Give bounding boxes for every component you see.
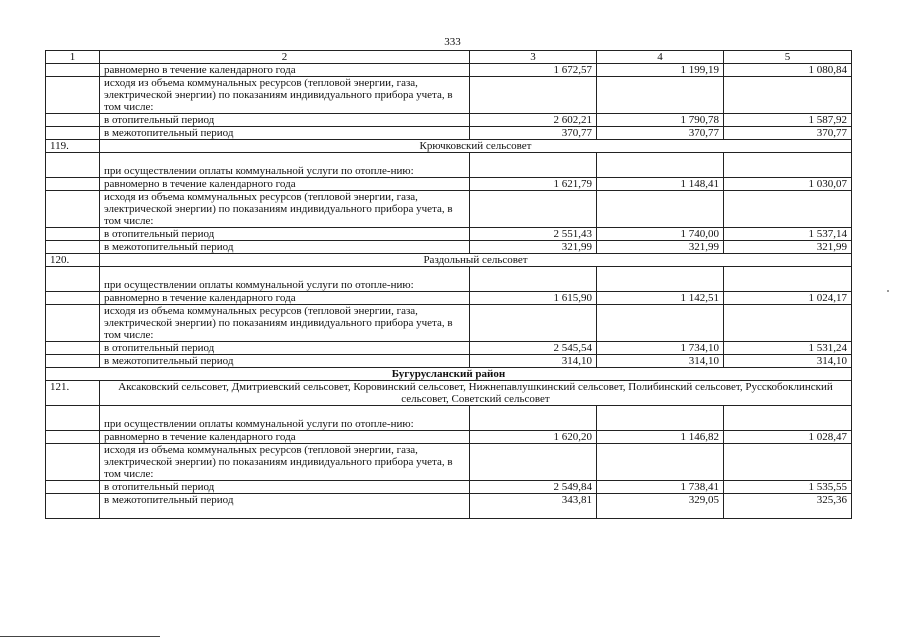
- table-row: [46, 241, 852, 254]
- table-row: [46, 267, 852, 292]
- group-row: [46, 254, 852, 267]
- tariff-table-body: [46, 51, 852, 519]
- value-col-3: 2 545,54: [470, 342, 597, 355]
- table-row: [46, 444, 852, 481]
- row-number: [46, 153, 100, 178]
- value-col-4: [597, 153, 724, 178]
- table-row: [46, 153, 852, 178]
- table-row: [46, 406, 852, 431]
- group-number: 119.: [46, 140, 100, 153]
- value-col-3: 2 549,84: [470, 481, 597, 494]
- value-col-4: 1 142,51: [597, 292, 724, 305]
- table-row: [46, 77, 852, 114]
- value-col-5: 1 531,24: [724, 342, 852, 355]
- value-col-5: 1 587,92: [724, 114, 852, 127]
- value-col-4: [597, 77, 724, 114]
- header-col-5: 5: [724, 51, 852, 64]
- value-col-4: 1 146,82: [597, 431, 724, 444]
- value-col-4: [597, 406, 724, 431]
- value-col-3: 1 615,90: [470, 292, 597, 305]
- row-description: в отопительный период: [100, 228, 470, 241]
- value-col-3: 343,81: [470, 494, 597, 519]
- value-col-4: 1 734,10: [597, 342, 724, 355]
- value-col-4: 1 738,41: [597, 481, 724, 494]
- value-col-5: [724, 267, 852, 292]
- value-col-4: 1 790,78: [597, 114, 724, 127]
- page-number: 333: [444, 36, 461, 48]
- value-col-3: 321,99: [470, 241, 597, 254]
- table-row: [46, 355, 852, 368]
- value-col-5: 1 537,14: [724, 228, 852, 241]
- table-row: [46, 494, 852, 519]
- row-description: исходя из объема коммунальных ресурсов (тепловой энергии, газа, электрической энергии) по показаниям индивидуального прибора учета, в том числе:: [100, 305, 470, 342]
- row-description: равномерно в течение календарного года: [100, 292, 470, 305]
- value-col-5: 325,36: [724, 494, 852, 519]
- value-col-3: 1 672,57: [470, 64, 597, 77]
- value-col-3: [470, 191, 597, 228]
- value-col-4: 329,05: [597, 494, 724, 519]
- value-col-4: 370,77: [597, 127, 724, 140]
- value-col-3: [470, 267, 597, 292]
- value-col-5: [724, 77, 852, 114]
- value-col-5: 1 024,17: [724, 292, 852, 305]
- row-number: [46, 228, 100, 241]
- header-row: [46, 51, 852, 64]
- group-number: 121.: [46, 381, 100, 406]
- row-description: исходя из объема коммунальных ресурсов (тепловой энергии, газа, электрической энергии) по показаниям индивидуального прибора учета, в том числе:: [100, 444, 470, 481]
- row-description: равномерно в течение календарного года: [100, 431, 470, 444]
- table-row: [46, 191, 852, 228]
- value-col-5: [724, 406, 852, 431]
- row-description: равномерно в течение календарного года: [100, 178, 470, 191]
- group-title: Аксаковский сельсовет, Дмитриевский сельсовет, Коровинский сельсовет, Нижнепавлушкинский сельсовет, Полибинский сельсовет, Русскобоклинский сельсовет, Советский сельсовет: [100, 381, 852, 406]
- table-row: [46, 114, 852, 127]
- group-number: 120.: [46, 254, 100, 267]
- row-description: в отопительный период: [100, 114, 470, 127]
- table-row: [46, 481, 852, 494]
- row-number: [46, 305, 100, 342]
- value-col-4: 1 740,00: [597, 228, 724, 241]
- value-col-3: 2 551,43: [470, 228, 597, 241]
- table-row: [46, 342, 852, 355]
- row-number: [46, 342, 100, 355]
- value-col-3: [470, 305, 597, 342]
- table-row: [46, 305, 852, 342]
- group-title: Раздольный сельсовет: [100, 254, 852, 267]
- group-row: [46, 381, 852, 406]
- row-number: [46, 178, 100, 191]
- row-number: [46, 241, 100, 254]
- value-col-5: 1 080,84: [724, 64, 852, 77]
- value-col-3: 1 620,20: [470, 431, 597, 444]
- row-number: [46, 64, 100, 77]
- group-title: Крючковский сельсовет: [100, 140, 852, 153]
- value-col-4: [597, 191, 724, 228]
- table-row: [46, 292, 852, 305]
- value-col-3: 314,10: [470, 355, 597, 368]
- row-description: при осуществлении оплаты коммунальной услуги по отопле-нию:: [100, 153, 470, 178]
- value-col-4: 314,10: [597, 355, 724, 368]
- value-col-4: [597, 267, 724, 292]
- row-number: [46, 292, 100, 305]
- scan-speck: [887, 290, 889, 292]
- district-title: Бугурусланский район: [46, 368, 852, 381]
- value-col-5: 1 028,47: [724, 431, 852, 444]
- value-col-5: [724, 305, 852, 342]
- group-row: [46, 140, 852, 153]
- row-number: [46, 481, 100, 494]
- value-col-4: [597, 305, 724, 342]
- row-number: [46, 444, 100, 481]
- value-col-5: 1 535,55: [724, 481, 852, 494]
- value-col-5: 1 030,07: [724, 178, 852, 191]
- row-description: при осуществлении оплаты коммунальной услуги по отопле-нию:: [100, 267, 470, 292]
- row-number: [46, 494, 100, 519]
- header-col-4: 4: [597, 51, 724, 64]
- row-number: [46, 355, 100, 368]
- value-col-3: 2 602,21: [470, 114, 597, 127]
- header-col-3: 3: [470, 51, 597, 64]
- header-col-2: 2: [100, 51, 470, 64]
- row-description: исходя из объема коммунальных ресурсов (тепловой энергии, газа, электрической энергии) по показаниям индивидуального прибора учета, в том числе:: [100, 191, 470, 228]
- row-description: в отопительный период: [100, 481, 470, 494]
- value-col-5: 314,10: [724, 355, 852, 368]
- value-col-5: 370,77: [724, 127, 852, 140]
- value-col-3: 370,77: [470, 127, 597, 140]
- table-row: [46, 64, 852, 77]
- tariff-table: [45, 50, 852, 519]
- table-row: [46, 431, 852, 444]
- row-number: [46, 114, 100, 127]
- header-col-1: 1: [46, 51, 100, 64]
- value-col-3: [470, 153, 597, 178]
- row-number: [46, 267, 100, 292]
- value-col-5: [724, 444, 852, 481]
- row-description: при осуществлении оплаты коммунальной услуги по отопле-нию:: [100, 406, 470, 431]
- value-col-3: [470, 444, 597, 481]
- row-number: [46, 431, 100, 444]
- district-row: [46, 368, 852, 381]
- value-col-3: [470, 406, 597, 431]
- value-col-4: 321,99: [597, 241, 724, 254]
- row-description: в отопительный период: [100, 342, 470, 355]
- value-col-5: 321,99: [724, 241, 852, 254]
- row-number: [46, 406, 100, 431]
- value-col-4: [597, 444, 724, 481]
- table-row: [46, 127, 852, 140]
- row-number: [46, 77, 100, 114]
- row-description: в межотопительный период: [100, 127, 470, 140]
- row-description: в межотопительный период: [100, 494, 470, 519]
- row-description: исходя из объема коммунальных ресурсов (тепловой энергии, газа, электрической энергии) по показаниям индивидуального прибора учета, в том числе:: [100, 77, 470, 114]
- value-col-5: [724, 153, 852, 178]
- value-col-3: 1 621,79: [470, 178, 597, 191]
- row-description: равномерно в течение календарного года: [100, 64, 470, 77]
- row-description: в межотопительный период: [100, 241, 470, 254]
- row-number: [46, 127, 100, 140]
- value-col-3: [470, 77, 597, 114]
- table-row: [46, 178, 852, 191]
- value-col-4: 1 199,19: [597, 64, 724, 77]
- table-row: [46, 228, 852, 241]
- value-col-5: [724, 191, 852, 228]
- row-description: в межотопительный период: [100, 355, 470, 368]
- row-number: [46, 191, 100, 228]
- value-col-4: 1 148,41: [597, 178, 724, 191]
- footnote-divider: [0, 636, 160, 637]
